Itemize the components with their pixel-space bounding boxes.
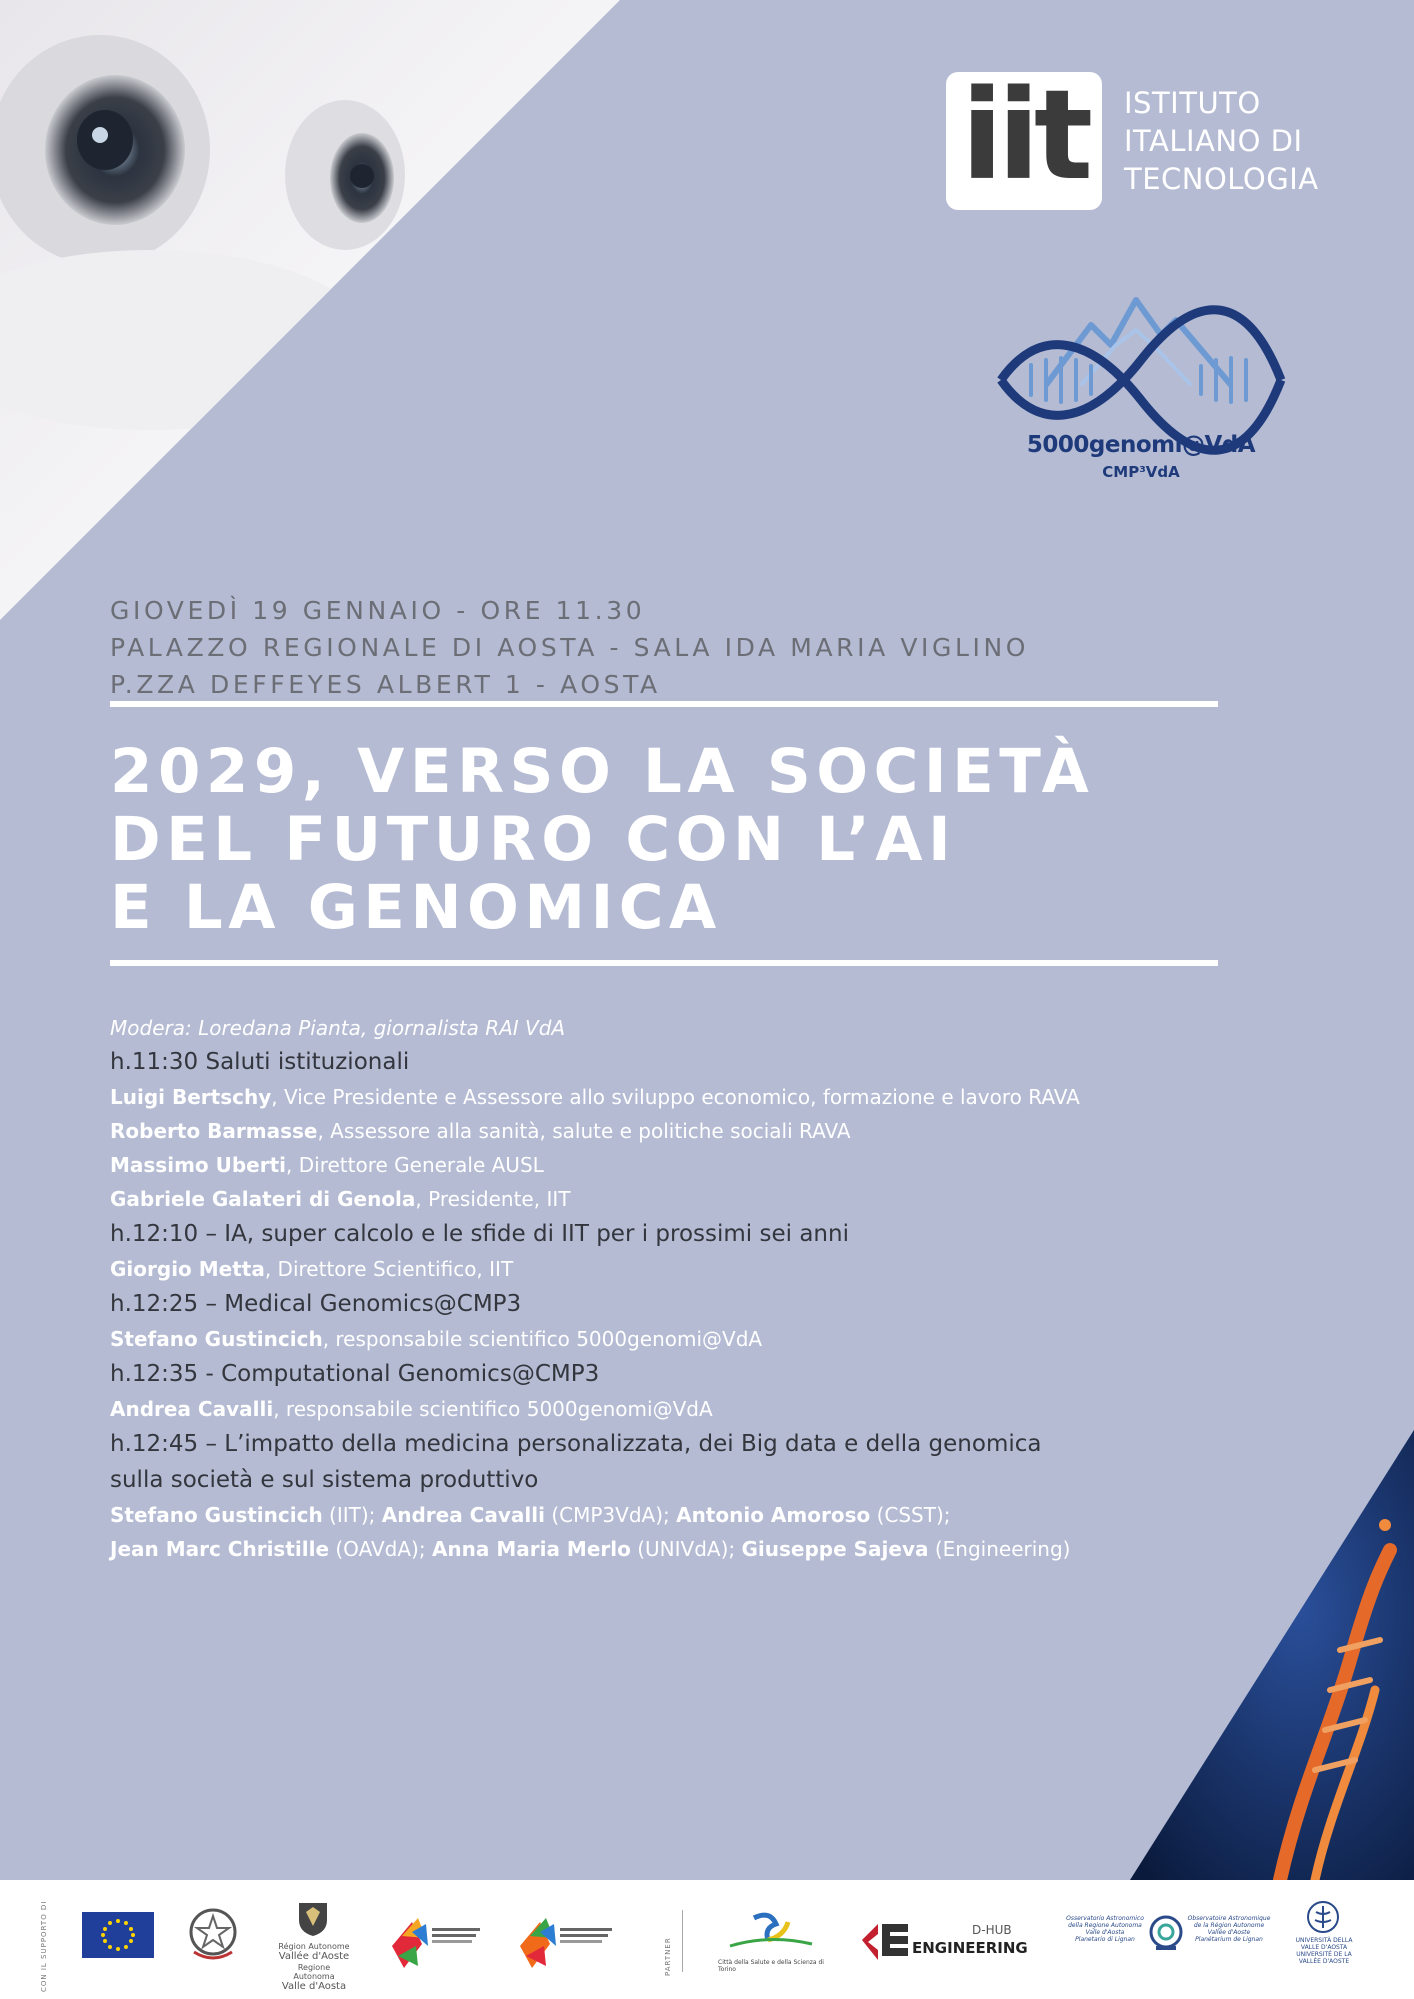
engineering-label: ENGINEERING (912, 1939, 1028, 1957)
speaker-affiliation: (UNIVdA); (630, 1537, 742, 1561)
fesr-program-logo (516, 1916, 616, 1972)
program-time-slot: h.12:35 - Computational Genomics@CMP3 (110, 1361, 600, 1387)
obs-line: della Regione Autonoma (1068, 1921, 1142, 1929)
speaker-row (110, 1114, 1260, 1148)
program-time-slot: sulla società e sul sistema produttivo (110, 1467, 539, 1493)
speaker-role: , responsabile scientifico 5000genomi@VdA (322, 1327, 763, 1351)
univ-line: UNIVERSITÉ DE LA (1296, 1950, 1352, 1958)
event-date-time: GIOVEDÌ 19 GENNAIO - ORE 11.30 (110, 596, 646, 625)
obs-line: Osservatorio Astronomico (1066, 1915, 1144, 1922)
iit-logo-name (1124, 84, 1319, 198)
robot-photo (0, 0, 620, 620)
speaker-role: , Assessore alla sanità, salute e politiche sociali RAVA (317, 1119, 851, 1143)
speaker-name: Stefano Gustincich (110, 1327, 323, 1351)
speaker-name: Massimo Uberti (110, 1153, 287, 1177)
title-line: E LA GENOMICA (110, 872, 722, 943)
region-line: Vallée d'Aoste (278, 1951, 350, 1963)
citta-salute-logo (724, 1912, 816, 1956)
region-line: Valle d'Aosta (281, 1981, 347, 1993)
univ-line: UNIVERSITÀ DELLA (1295, 1937, 1353, 1944)
title-line: DEL FUTURO CON L’AI (110, 804, 957, 875)
obs-line: Planetario di Lignan (1075, 1935, 1135, 1943)
engineering-mark (862, 1920, 908, 1962)
sponsor-footer (0, 1880, 1414, 1999)
obs-line: de la Région Autonome (1193, 1921, 1265, 1929)
iit-logo (946, 64, 1319, 210)
support-label: CON IL SUPPORTO DI (40, 1900, 48, 1992)
citta-caption: Città della Salute e della Scienza di Torino (718, 1959, 824, 1973)
program-list (110, 1044, 1260, 1566)
obs-line: Valle d'Aosta (1085, 1928, 1125, 1936)
event-title (110, 738, 1094, 942)
iit-logo-mark: iit (946, 72, 1102, 210)
panel-speakers-row (110, 1532, 1260, 1566)
dhub-label: D-HUB (972, 1923, 1012, 1937)
speaker-name: Luigi Bertschy (110, 1085, 272, 1109)
program-time-slot: h.12:25 – Medical Genomics@CMP3 (110, 1291, 522, 1317)
speaker-row (110, 1322, 1260, 1356)
speaker-name: Anna Maria Merlo (431, 1537, 631, 1561)
speaker-row (110, 1080, 1260, 1114)
title-bottom-divider (110, 960, 1218, 966)
speaker-row (110, 1148, 1260, 1182)
eu-flag-logo (82, 1912, 154, 1958)
program-time-slot: h.11:30 Saluti istituzionali (110, 1049, 410, 1075)
program-time-slot: h.12:10 – IA, super calcolo e le sfide di IIT per i prossimi sei anni (110, 1221, 849, 1247)
iit-name-line: TECNOLOGIA (1124, 162, 1319, 196)
speaker-affiliation: (CSST); (870, 1503, 951, 1527)
university-text (1284, 1938, 1364, 1966)
speaker-affiliation: (Engineering) (928, 1537, 1071, 1561)
speaker-name: Jean Marc Christille (110, 1537, 330, 1561)
program (110, 1012, 1260, 1566)
region-line: Regione Autonoma (293, 1962, 335, 1981)
event-venue: PALAZZO REGIONALE DI AOSTA - SALA IDA MARIA VIGLINO (110, 633, 1030, 662)
speaker-role: , Direttore Scientifico, IIT (264, 1257, 514, 1281)
speaker-row (110, 1392, 1260, 1426)
speaker-affiliation: (OAVdA); (329, 1537, 432, 1561)
univ-line: VALLÉE D'AOSTE (1298, 1957, 1350, 1965)
genomi-logo-name: 5000genomi@VdA (1026, 432, 1256, 458)
obs-line: Planétarium de Lignan (1195, 1935, 1263, 1943)
observatory-it-text (1062, 1916, 1148, 1944)
speaker-row (110, 1182, 1260, 1216)
genomi-logo-subtitle: CMP³VdA (1102, 463, 1180, 481)
moderator: Modera: Loredana Pianta, giornalista RAI VdA (110, 1016, 566, 1040)
observatory-logo (1148, 1914, 1184, 1952)
obs-line: Observatoire Astronomique (1187, 1915, 1271, 1922)
panel-speakers-row (110, 1498, 1260, 1532)
region-text (278, 1942, 350, 1993)
iit-name-line: ISTITUTO (1124, 86, 1261, 120)
speaker-name: Giuseppe Sajeva (741, 1537, 929, 1561)
speaker-name: Andrea Cavalli (110, 1397, 274, 1421)
speaker-name: Stefano Gustincich (110, 1503, 323, 1527)
speaker-name: Giorgio Metta (110, 1257, 265, 1281)
speaker-name: Roberto Barmasse (110, 1119, 318, 1143)
event-address: P.ZZA DEFFEYES ALBERT 1 - AOSTA (110, 670, 661, 699)
observatory-fr-text (1186, 1916, 1272, 1944)
program-time-slot: h.12:45 – L’impatto della medicina personalizzata, dei Big data e della genomica (110, 1431, 1042, 1457)
partner-label: PARTNER (664, 1937, 672, 1976)
event-info (110, 592, 1029, 703)
iit-name-line: ITALIANO DI (1124, 124, 1303, 158)
university-emblem (1306, 1900, 1340, 1934)
speaker-affiliation: (IIT); (322, 1503, 382, 1527)
fse-program-logo (388, 1916, 484, 1972)
univ-line: VALLE D'AOSTA (1300, 1943, 1348, 1951)
speaker-role: , Vice Presidente e Assessore allo sviluppo economico, formazione e lavoro RAVA (271, 1085, 1080, 1109)
region-crest (296, 1900, 330, 1938)
footer-separator (682, 1910, 683, 1972)
speaker-role: , Direttore Generale AUSL (286, 1153, 544, 1177)
speaker-name: Antonio Amoroso (676, 1503, 871, 1527)
title-line: 2029, VERSO LA SOCIETÀ (110, 736, 1095, 807)
title-top-divider (110, 701, 1218, 707)
speaker-role: , responsabile scientifico 5000genomi@VdA (273, 1397, 713, 1421)
speaker-name: Gabriele Galateri di Genola (110, 1187, 416, 1211)
italian-republic-emblem (188, 1906, 238, 1962)
speaker-row (110, 1252, 1260, 1286)
genomi-logo-graphic (986, 290, 1296, 490)
obs-line: Vallée d'Aoste (1207, 1928, 1251, 1936)
speaker-affiliation: (CMP3VdA); (544, 1503, 677, 1527)
region-line: Région Autonome (278, 1942, 350, 1951)
speaker-name: Andrea Cavalli (381, 1503, 545, 1527)
speaker-role: , Presidente, IIT (415, 1187, 571, 1211)
